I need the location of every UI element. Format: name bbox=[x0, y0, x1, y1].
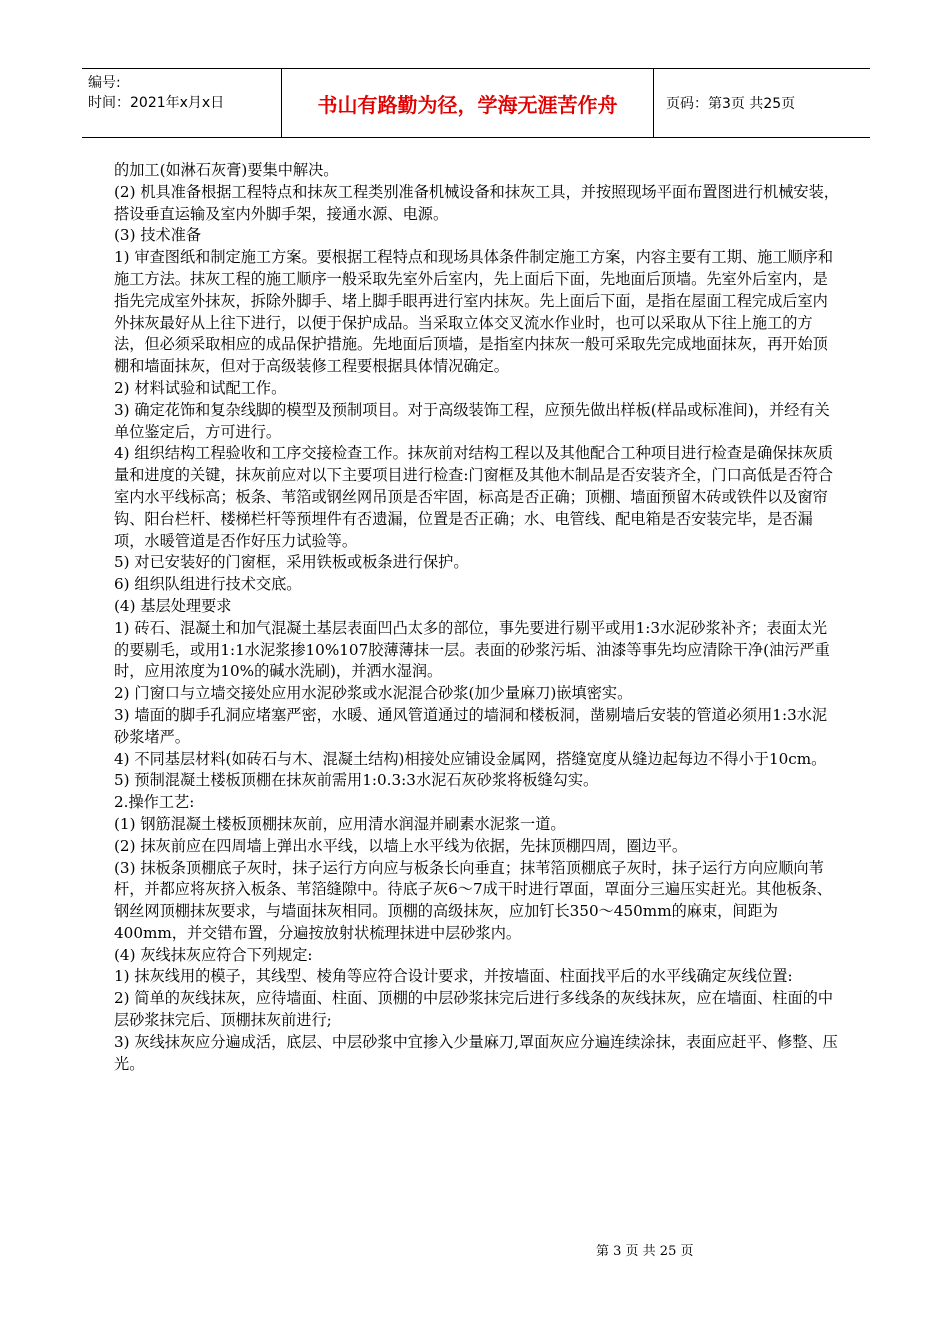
paragraph: (2) 抹灰前应在四周墙上弹出水平线，以墙上水平线为依据，先抹顶棚四周，圈边平。 bbox=[114, 836, 688, 855]
document-body bbox=[114, 160, 840, 1075]
paragraph: 2) 简单的灰线抹灰，应待墙面、柱面、顶棚的中层砂浆抹完后进行多线条的灰线抹灰，应在墙面、柱面的中层砂浆抹完后、顶棚抹灰前进行; bbox=[114, 989, 834, 1030]
paragraph: 3) 灰线抹灰应分遍成活，底层、中层砂浆中宜掺入少量麻刀,罩面灰应分遍连续涂抹，表面应赶平、修整、压光。 bbox=[114, 1032, 838, 1073]
paragraph: 4) 不同基层材料(如砖石与木、混凝土结构)相接处应铺设金属网，搭缝宽度从缝边起每边不得小于10cm。 bbox=[114, 749, 827, 768]
paragraph: 6) 组织队组进行技术交底。 bbox=[114, 575, 302, 594]
paragraph: 2) 材料试验和试配工作。 bbox=[114, 378, 287, 397]
paragraph: (2) 机具准备根据工程特点和抹灰工程类别准备机械设备和抹灰工具，并按照现场平面布置图进行机械安装，搭设垂直运输及室内外脚手架，接通水源、电源。 bbox=[114, 182, 839, 223]
page-header bbox=[82, 68, 870, 138]
paragraph: (4) 基层处理要求 bbox=[114, 596, 232, 615]
header-motto: 书山有路勤为径，学海无涯苦作舟 bbox=[282, 69, 654, 137]
paragraph: 1) 抹灰线用的模子，其线型、棱角等应符合设计要求，并按墙面、柱面找平后的水平线确定灰线位置: bbox=[114, 967, 793, 986]
paragraph: 1) 审查图纸和制定施工方案。要根据工程特点和现场具体条件制定施工方案，内容主要有工期、施工顺序和施工方法。抹灰工程的施工顺序一般采取先室外后室内，先上面后下面，先地面后顶墙。先室外后室内，是指先完成室外抹灰，拆除外脚手、堵上脚手眼再进行室内抹灰。先上面后下面，是指在屋面工程完成后室内外抹灰最好从上往下进行，以便于保护成品。当采取立体交叉流水作业时，也可以采取从下往上施工的方法，但必须采取相应的成品保护措施。先地面后顶墙，是指室内抹灰一般可采取先完成地面抹灰，再开始顶棚和墙面抹灰，但对于高级装修工程要根据具体情况确定。 bbox=[114, 248, 834, 376]
doc-number-label: 编号: bbox=[88, 75, 121, 91]
section-heading: 2.操作工艺: bbox=[114, 793, 195, 812]
paragraph: 5) 预制混凝土楼板顶棚在抹灰前需用1:0.3:3水泥石灰砂浆将板缝勾实。 bbox=[114, 771, 599, 790]
paragraph: 3) 墙面的脚手孔洞应堵塞严密，水暖、通风管道通过的墙洞和楼板洞，凿剔墙后安装的管道必须用1:3水泥砂浆堵严。 bbox=[114, 705, 828, 746]
doc-time-label: 时间：2021年x月x日 bbox=[88, 95, 225, 111]
header-meta bbox=[82, 69, 282, 137]
paragraph: 2) 门窗口与立墙交接处应用水泥砂浆或水泥混合砂浆(加少量麻刀)嵌填密实。 bbox=[114, 684, 633, 703]
paragraph: 1) 砖石、混凝土和加气混凝土基层表面凹凸太多的部位，事先要进行剔平或用1:3水泥砂浆补齐；表面太光的要剔毛，或用1:1水泥浆掺10%107胶薄薄抹一层。表面的砂浆污垢、油漆等事先均应清除干净(油污严重时，应用浓度为10%的碱水洗刷)，并洒水湿润。 bbox=[114, 618, 830, 681]
paragraph: (1) 钢筋混凝土楼板顶棚抹灰前，应用清水润湿并刷素水泥浆一道。 bbox=[114, 814, 566, 833]
paragraph: 5) 对已安装好的门窗框，采用铁板或板条进行保护。 bbox=[114, 553, 469, 572]
paragraph: 3) 确定花饰和复杂线脚的模型及预制项目。对于高级装饰工程，应预先做出样板(样品或标准间)，并经有关单位鉴定后，方可进行。 bbox=[114, 400, 830, 441]
paragraph: 的加工(如淋石灰膏)要集中解决。 bbox=[114, 161, 339, 179]
paragraph: (3) 技术准备 bbox=[114, 226, 202, 245]
paragraph: 4) 组织结构工程验收和工序交接检查工作。抹灰前对结构工程以及其他配合工种项目进行检查是确保抹灰质量和进度的关键，抹灰前应对以下主要项目进行检查:门窗框及其他木制品是否安装齐全，门口高低是否符合室内水平线标高；板条、苇箔或钢丝网吊顶是否牢固，标高是否正确；顶棚、墙面预留木砖或铁件以及窗帘钩、阳台栏杆、楼梯栏杆等预埋件有否遗漏，位置是否正确；水、电管线、配电箱是否安装完毕，是否漏项，水暖管道是否作好压力试验等。 bbox=[114, 444, 834, 550]
paragraph: (4) 灰线抹灰应符合下列规定: bbox=[114, 945, 313, 964]
page-footer: 第 3 页 共 25 页 bbox=[596, 1244, 694, 1259]
header-page-number: 页码：第3页 共25页 bbox=[666, 96, 796, 112]
paragraph: (3) 抹板条顶棚底子灰时，抹子运行方向应与板条长向垂直；抹苇箔顶棚底子灰时，抹子运行方向应顺向苇杆，并都应将灰挤入板条、苇箔缝隙中。待底子灰6～7成干时进行罩面，罩面分三遍压实赶光。其他板条、钢丝网顶棚抹灰要求，与墙面抹灰相同。顶棚的高级抹灰，应加钉长350～450mm的麻束，间距为400mm，并交错布置，分遍按放射状梳理抹进中层砂浆内。 bbox=[114, 858, 832, 942]
